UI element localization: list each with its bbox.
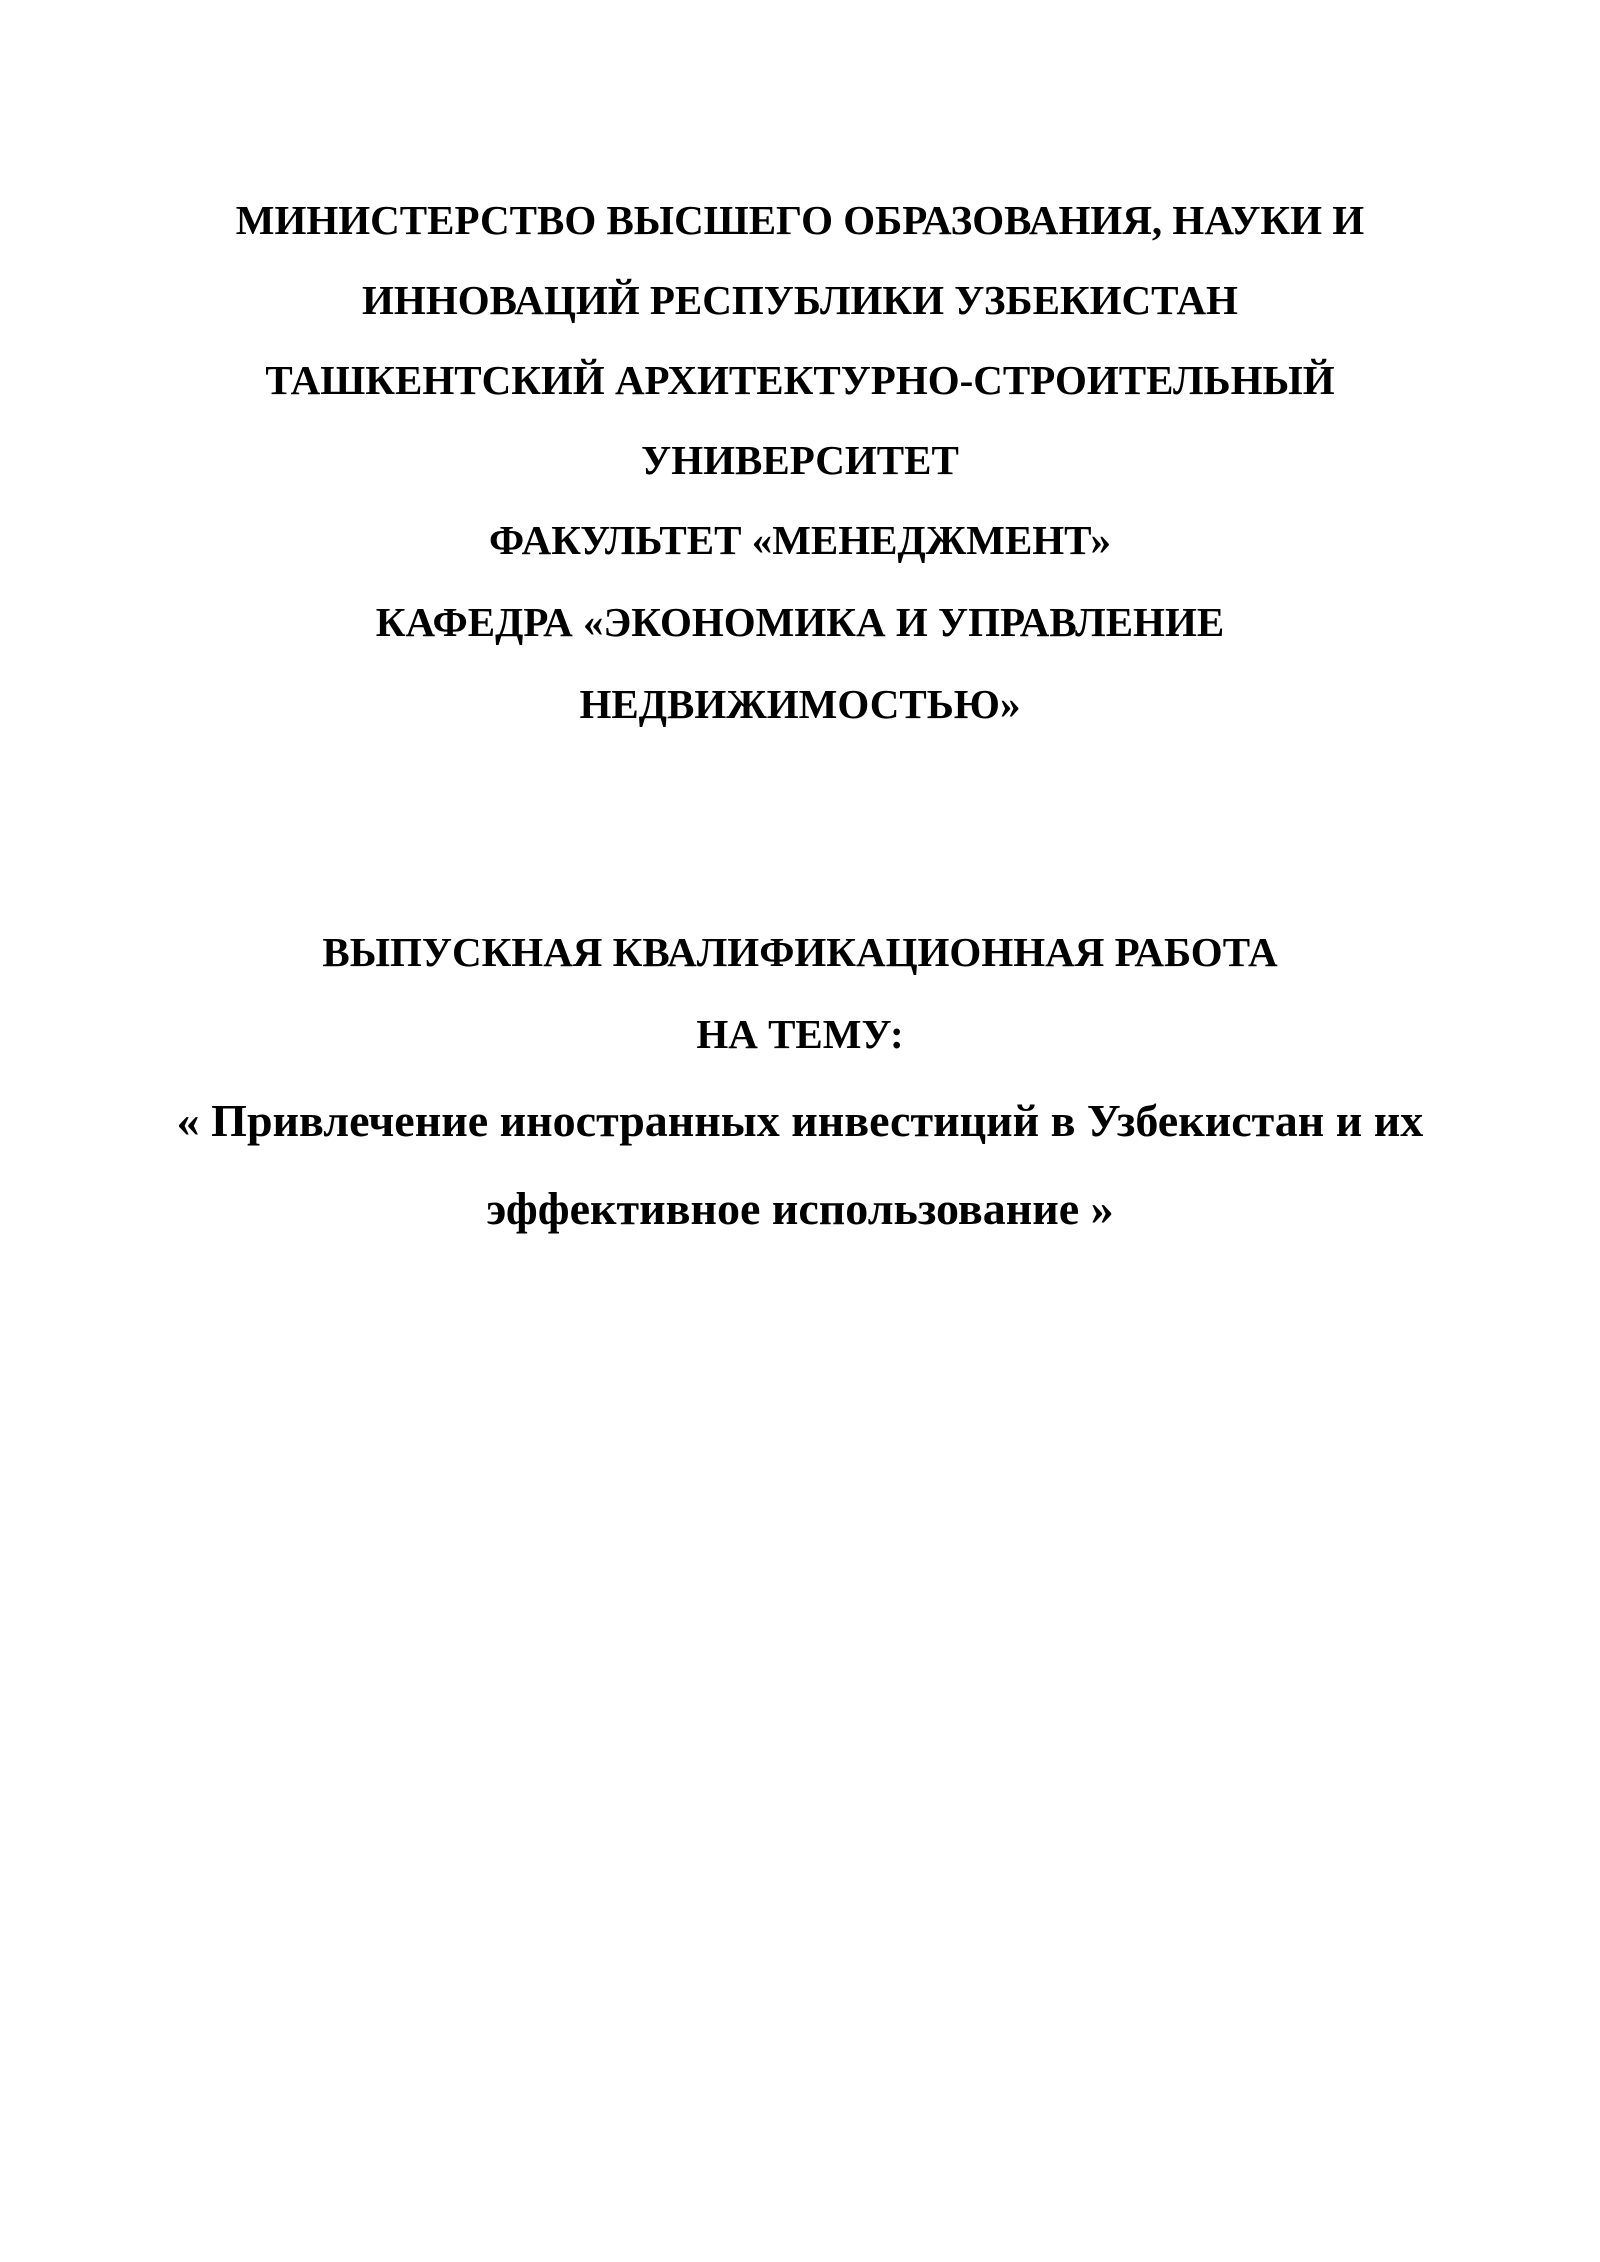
faculty-line: ФАКУЛЬТЕТ «МЕНЕДЖМЕНТ» xyxy=(489,517,1111,563)
department-line-2: НЕДВИЖИМОСТЬЮ» xyxy=(579,681,1021,727)
department-line-1: КАФЕДРА «ЭКОНОМИКА И УПРАВЛЕНИЕ xyxy=(375,599,1225,645)
ministry-line-1: МИНИСТЕРСТВО ВЫСШЕГО ОБРАЗОВАНИЯ, НАУКИ И xyxy=(235,197,1365,243)
topic-label: НА ТЕМУ: xyxy=(696,1011,904,1057)
university-line-2: УНИВЕРСИТЕТ xyxy=(641,437,959,483)
university-line-1: ТАШКЕНТСКИЙ АРХИТЕКТУРНО-СТРОИТЕЛЬНЫЙ xyxy=(265,357,1335,403)
topic-title-line-1: « Привлечение иностранных инвестиций в Узбекистан и их xyxy=(176,1095,1424,1146)
ministry-line-2: ИННОВАЦИЙ РЕСПУБЛИКИ УЗБЕКИСТАН xyxy=(362,277,1238,323)
work-type: ВЫПУСКНАЯ КВАЛИФИКАЦИОННАЯ РАБОТА xyxy=(322,929,1278,975)
topic-title-line-2: эффективное использование » xyxy=(486,1183,1114,1234)
